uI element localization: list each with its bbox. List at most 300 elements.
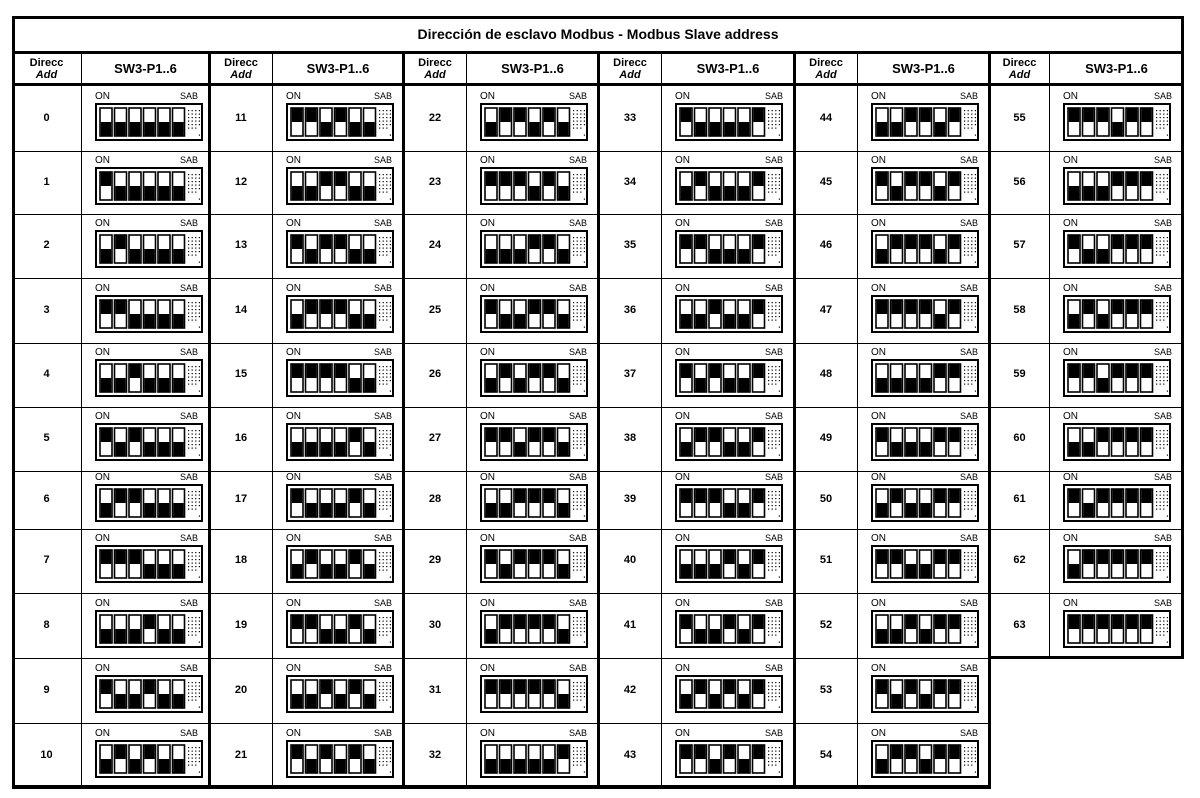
- sab-dot: [768, 556, 769, 557]
- sab-dot: [188, 127, 189, 128]
- switch-sab-label: SAB: [179, 282, 198, 293]
- sab-dot: [383, 441, 384, 442]
- sab-dot: [1163, 627, 1164, 628]
- sab-dot: [971, 699, 972, 700]
- sab-dot: [775, 380, 776, 381]
- sab-dot: [975, 237, 976, 238]
- sab-dot: [971, 184, 972, 185]
- sab-dot: [779, 124, 780, 125]
- sab-dot: [775, 509, 776, 510]
- sab-dot: [573, 373, 574, 374]
- switch-on-label: ON: [871, 154, 886, 166]
- sab-dot: [580, 634, 581, 635]
- sab-dot: [199, 437, 200, 438]
- sab-dot: [383, 696, 384, 697]
- switch-on-label: ON: [286, 727, 301, 739]
- dip-switch-graphic: [97, 425, 201, 459]
- dip-switch-body: [95, 230, 203, 268]
- sab-dot: [192, 110, 193, 111]
- sab-dot: [971, 689, 972, 690]
- sab-dot: [573, 309, 574, 310]
- sab-dot: [577, 110, 578, 111]
- sab-dot: [192, 120, 193, 121]
- dip-switch: [466, 154, 599, 210]
- sab-dot: [768, 495, 769, 496]
- sab-dot: [580, 505, 581, 506]
- sab-dot: [188, 757, 189, 758]
- sab-dot: [195, 689, 196, 690]
- sab-dot: [577, 184, 578, 185]
- sab-dot: [768, 188, 769, 189]
- sab-dot: [584, 491, 585, 492]
- dip-knob-p1: [292, 186, 302, 200]
- sab-dot: [390, 761, 391, 762]
- sab-dot: [580, 620, 581, 621]
- sab-dot: [383, 312, 384, 313]
- sab-dot: [188, 552, 189, 553]
- dip-knob-p5: [350, 122, 360, 136]
- sab-dot: [971, 380, 972, 381]
- dip-switch-graphic: [482, 547, 586, 581]
- sab-dot: [573, 559, 574, 560]
- switch-on-label: ON: [480, 347, 495, 358]
- sab-dot: [779, 641, 780, 642]
- sab-dot: [584, 370, 585, 371]
- sab-dot: [577, 624, 578, 625]
- sab-dot: [779, 685, 780, 686]
- sab-dot: [971, 124, 972, 125]
- sab-dot: [1156, 316, 1157, 317]
- sab-dot: [573, 495, 574, 496]
- sab-dot: [577, 241, 578, 242]
- sab-dot: [964, 556, 965, 557]
- sab-dot: [968, 384, 969, 385]
- sab-dot: [1160, 552, 1161, 553]
- sab-dot: [772, 699, 773, 700]
- dip-knob-p3: [906, 378, 916, 392]
- sab-dot: [975, 685, 976, 686]
- sab-dot: [390, 134, 391, 135]
- dip-knob-p4: [335, 364, 345, 378]
- sab-dot: [1160, 373, 1161, 374]
- sab-dot: [775, 319, 776, 320]
- dip-knob-p3: [130, 186, 140, 200]
- dip-knob-p5: [159, 186, 169, 200]
- sab-dot: [975, 505, 976, 506]
- sab-dot: [1156, 188, 1157, 189]
- dip-switch-graphic: [97, 105, 201, 139]
- dip-knob-p4: [529, 550, 539, 564]
- dip-switch: [466, 346, 599, 402]
- sab-dot: [968, 319, 969, 320]
- dip-knob-p4: [724, 378, 734, 392]
- row-divider: [990, 529, 1184, 530]
- dip-knob-p6: [558, 314, 568, 328]
- sab-dot: [1156, 251, 1157, 252]
- dip-knob-p4: [144, 122, 154, 136]
- sab-dot: [573, 692, 574, 693]
- dip-switch-body: [480, 359, 588, 397]
- sab-dot: [775, 631, 776, 632]
- dip-knob-p1: [486, 378, 496, 392]
- sab-dot: [573, 631, 574, 632]
- address-number: 43: [623, 748, 637, 761]
- sab-dot: [383, 384, 384, 385]
- dip-knob-p5: [350, 489, 360, 503]
- dip-knob-p2: [695, 235, 705, 249]
- sab-dot: [775, 309, 776, 310]
- dip-switch-graphic: [288, 486, 392, 520]
- sab-dot: [779, 441, 780, 442]
- sab-dot: [188, 174, 189, 175]
- sab-dot: [964, 617, 965, 618]
- switch-sab-label: SAB: [373, 411, 392, 421]
- dip-knob-p6: [949, 428, 959, 442]
- sab-dot: [386, 685, 387, 686]
- sab-dot: [1156, 502, 1157, 503]
- sab-dot: [192, 255, 193, 256]
- sab-dot: [390, 685, 391, 686]
- sab-dot: [192, 502, 193, 503]
- row-divider: [990, 278, 1184, 279]
- sab-dot: [775, 682, 776, 683]
- dip-knob-p3: [515, 489, 525, 503]
- address-number: 42: [623, 683, 637, 696]
- sab-dot: [383, 552, 384, 553]
- dip-knob-p4: [920, 108, 930, 122]
- sab-dot: [1160, 377, 1161, 378]
- sab-dot: [577, 312, 578, 313]
- switch-on-label: ON: [95, 154, 110, 166]
- sab-dot: [584, 174, 585, 175]
- sab-dot: [975, 248, 976, 249]
- address-number: 4: [43, 368, 50, 380]
- dip-knob-p3: [130, 629, 140, 643]
- sab-dot: [573, 370, 574, 371]
- sab-dot: [199, 248, 200, 249]
- sab-dot: [964, 502, 965, 503]
- dip-knob-p2: [115, 186, 125, 200]
- dip-knob-p6: [364, 694, 374, 708]
- dip-switch-body: [480, 295, 588, 333]
- sab-dot: [1163, 188, 1164, 189]
- sab-dot: [1156, 566, 1157, 567]
- dip-switch-graphic: [97, 612, 201, 646]
- sab-dot: [772, 191, 773, 192]
- sab-dot: [779, 563, 780, 564]
- sab-dot: [968, 634, 969, 635]
- sab-dot: [383, 188, 384, 189]
- sab-dot: [968, 498, 969, 499]
- dip-knob-p5: [1127, 364, 1137, 378]
- sab-dot: [580, 302, 581, 303]
- sab-dot: [779, 692, 780, 693]
- dip-knob-p5: [1127, 550, 1137, 564]
- sab-dot: [199, 505, 200, 506]
- sab-dot: [1167, 244, 1168, 245]
- sab-dot: [779, 761, 780, 762]
- sab-dot: [1160, 316, 1161, 317]
- sab-dot: [779, 631, 780, 632]
- sab-dot: [379, 305, 380, 306]
- dip-knob-p6: [364, 122, 374, 136]
- dip-switch-body: [1063, 295, 1171, 333]
- sab-dot: [768, 434, 769, 435]
- sab-dot: [195, 750, 196, 751]
- dip-switch: [857, 410, 990, 466]
- row-divider: [404, 151, 599, 152]
- sab-dot: [195, 384, 196, 385]
- sab-dot: [573, 498, 574, 499]
- sab-dot: [188, 699, 189, 700]
- dip-knob-p3: [321, 122, 331, 136]
- sab-dot: [188, 624, 189, 625]
- sab-dot: [573, 188, 574, 189]
- sab-dot: [577, 124, 578, 125]
- dip-knob-p1: [101, 759, 111, 773]
- sab-dot: [192, 319, 193, 320]
- dip-knob-p1: [486, 249, 496, 263]
- sab-dot: [386, 559, 387, 560]
- address-number: 46: [819, 239, 833, 251]
- dip-knob-p3: [130, 364, 140, 378]
- sab-dot: [379, 505, 380, 506]
- dip-knob-p1: [101, 300, 111, 314]
- sab-dot: [775, 110, 776, 111]
- sab-dot: [964, 509, 965, 510]
- sab-dot: [386, 184, 387, 185]
- switch-on-label: ON: [675, 347, 690, 358]
- sab-dot: [1156, 191, 1157, 192]
- sab-dot: [584, 237, 585, 238]
- sab-dot: [968, 255, 969, 256]
- sab-dot: [779, 373, 780, 374]
- sab-dot: [779, 174, 780, 175]
- sab-dot: [971, 682, 972, 683]
- sab-dot: [188, 373, 189, 374]
- sab-dot: [584, 556, 585, 557]
- dip-knob-p6: [753, 428, 763, 442]
- sab-dot: [195, 502, 196, 503]
- sab-dot: [971, 505, 972, 506]
- sab-dot: [775, 117, 776, 118]
- sab-dot: [383, 124, 384, 125]
- sab-dot: [1167, 302, 1168, 303]
- sab-dot: [580, 624, 581, 625]
- sab-dot: [779, 262, 780, 263]
- switch-sab-label: SAB: [179, 347, 198, 357]
- sab-dot: [188, 302, 189, 303]
- switch-on-label: ON: [871, 218, 886, 229]
- switch-sab-label: SAB: [1153, 533, 1172, 543]
- sab-dot: [975, 391, 976, 392]
- dip-knob-p5: [159, 694, 169, 708]
- sab-dot: [768, 380, 769, 381]
- dip-switch-body: [675, 230, 783, 268]
- dip-knob-p2: [306, 108, 316, 122]
- dip-knob-p2: [115, 442, 125, 456]
- sab-dot: [199, 455, 200, 456]
- sab-dot: [386, 241, 387, 242]
- dip-knob-p4: [920, 629, 930, 643]
- sab-dot: [577, 682, 578, 683]
- sab-dot: [383, 302, 384, 303]
- dip-knob-p1: [681, 745, 691, 759]
- sab-dot: [964, 491, 965, 492]
- dip-knob-p4: [724, 615, 734, 629]
- sab-dot: [188, 188, 189, 189]
- sab-dot: [390, 566, 391, 567]
- sab-dot: [584, 617, 585, 618]
- sab-dot: [383, 764, 384, 765]
- sab-dot: [192, 556, 193, 557]
- sab-dot: [577, 631, 578, 632]
- sab-dot: [195, 309, 196, 310]
- sab-dot: [383, 370, 384, 371]
- sab-dot: [386, 120, 387, 121]
- sab-dot: [584, 305, 585, 306]
- dip-knob-p2: [891, 629, 901, 643]
- row-divider: [12, 529, 210, 530]
- sab-dot: [195, 444, 196, 445]
- sab-dot: [386, 764, 387, 765]
- sab-dot: [188, 237, 189, 238]
- sab-dot: [379, 241, 380, 242]
- sab-dot: [386, 188, 387, 189]
- sab-dot: [779, 771, 780, 772]
- sab-dot: [1160, 305, 1161, 306]
- sab-dot: [971, 377, 972, 378]
- dip-knob-p4: [724, 314, 734, 328]
- sab-dot: [964, 188, 965, 189]
- sab-dot: [768, 620, 769, 621]
- dip-knob-p6: [753, 615, 763, 629]
- sab-dot: [192, 761, 193, 762]
- sab-dot: [379, 384, 380, 385]
- sab-dot: [580, 627, 581, 628]
- sab-dot: [1167, 117, 1168, 118]
- sab-dot: [975, 624, 976, 625]
- switch-on-label: ON: [480, 533, 495, 544]
- dip-knob-p6: [1141, 489, 1151, 503]
- sab-dot: [195, 174, 196, 175]
- sab-dot: [1167, 377, 1168, 378]
- dip-knob-p6: [173, 503, 183, 517]
- switch-sab-label: SAB: [764, 727, 783, 738]
- sab-dot: [379, 747, 380, 748]
- row-divider: [795, 658, 990, 659]
- sab-dot: [383, 191, 384, 192]
- sab-dot: [964, 627, 965, 628]
- sab-dot: [775, 124, 776, 125]
- sab-dot: [379, 255, 380, 256]
- dip-knob-p6: [1141, 235, 1151, 249]
- dip-knob-p3: [710, 694, 720, 708]
- sab-dot: [1163, 184, 1164, 185]
- sab-dot: [1156, 563, 1157, 564]
- sab-dot: [768, 444, 769, 445]
- dip-switch-graphic: [482, 612, 586, 646]
- dip-switch: [661, 346, 795, 402]
- dip-switch-body: [675, 423, 783, 461]
- sab-dot: [1167, 134, 1168, 135]
- dip-knob-p3: [710, 428, 720, 442]
- address-number: 14: [234, 303, 248, 316]
- dip-knob-p4: [335, 108, 345, 122]
- sab-dot: [779, 198, 780, 199]
- dip-switch-body: [480, 610, 588, 648]
- sab-dot: [971, 552, 972, 553]
- sab-dot: [968, 570, 969, 571]
- sab-dot: [199, 316, 200, 317]
- address-number: 49: [819, 432, 833, 444]
- dip-knob-p4: [335, 235, 345, 249]
- sab-dot: [975, 198, 976, 199]
- dip-knob-p3: [906, 680, 916, 694]
- sab-dot: [390, 455, 391, 456]
- sab-dot: [390, 198, 391, 199]
- sab-dot: [195, 241, 196, 242]
- sab-dot: [379, 302, 380, 303]
- sab-dot: [199, 624, 200, 625]
- sab-dot: [199, 516, 200, 517]
- sab-dot: [971, 251, 972, 252]
- sab-dot: [775, 764, 776, 765]
- sab-dot: [971, 188, 972, 189]
- sab-dot: [573, 110, 574, 111]
- sab-dot: [1156, 237, 1157, 238]
- dip-knob-p2: [115, 300, 125, 314]
- dip-knob-p1: [681, 489, 691, 503]
- sab-dot: [772, 685, 773, 686]
- sab-dot: [1163, 448, 1164, 449]
- dip-knob-p3: [130, 314, 140, 328]
- sab-dot: [1156, 319, 1157, 320]
- sab-dot: [195, 685, 196, 686]
- sab-dot: [584, 262, 585, 263]
- sab-dot: [580, 309, 581, 310]
- sab-dot: [779, 577, 780, 578]
- sab-dot: [1167, 373, 1168, 374]
- sab-dot: [390, 689, 391, 690]
- dip-switch-body: [675, 740, 783, 778]
- dip-switch: [661, 597, 795, 653]
- dip-knob-p3: [1098, 249, 1108, 263]
- switch-sab-label: SAB: [1153, 347, 1172, 357]
- sab-dot: [975, 771, 976, 772]
- dip-knob-p5: [544, 364, 554, 378]
- row-divider: [599, 723, 795, 724]
- sab-dot: [1160, 434, 1161, 435]
- sab-dot: [199, 620, 200, 621]
- sab-dot: [199, 380, 200, 381]
- dip-knob-p1: [877, 680, 887, 694]
- address-number: 56: [1013, 175, 1026, 188]
- sab-dot: [968, 495, 969, 496]
- header-switch: SW3-P1..6: [661, 54, 795, 86]
- sab-dot: [383, 244, 384, 245]
- sab-dot: [1160, 127, 1161, 128]
- sab-dot: [975, 437, 976, 438]
- switch-on-label: ON: [675, 472, 690, 483]
- sab-dot: [195, 127, 196, 128]
- sab-dot: [580, 248, 581, 249]
- sab-dot: [390, 627, 391, 628]
- sab-dot: [577, 502, 578, 503]
- switch-on-label: ON: [871, 90, 886, 102]
- dip-knob-p5: [350, 186, 360, 200]
- dip-knob-p3: [515, 249, 525, 263]
